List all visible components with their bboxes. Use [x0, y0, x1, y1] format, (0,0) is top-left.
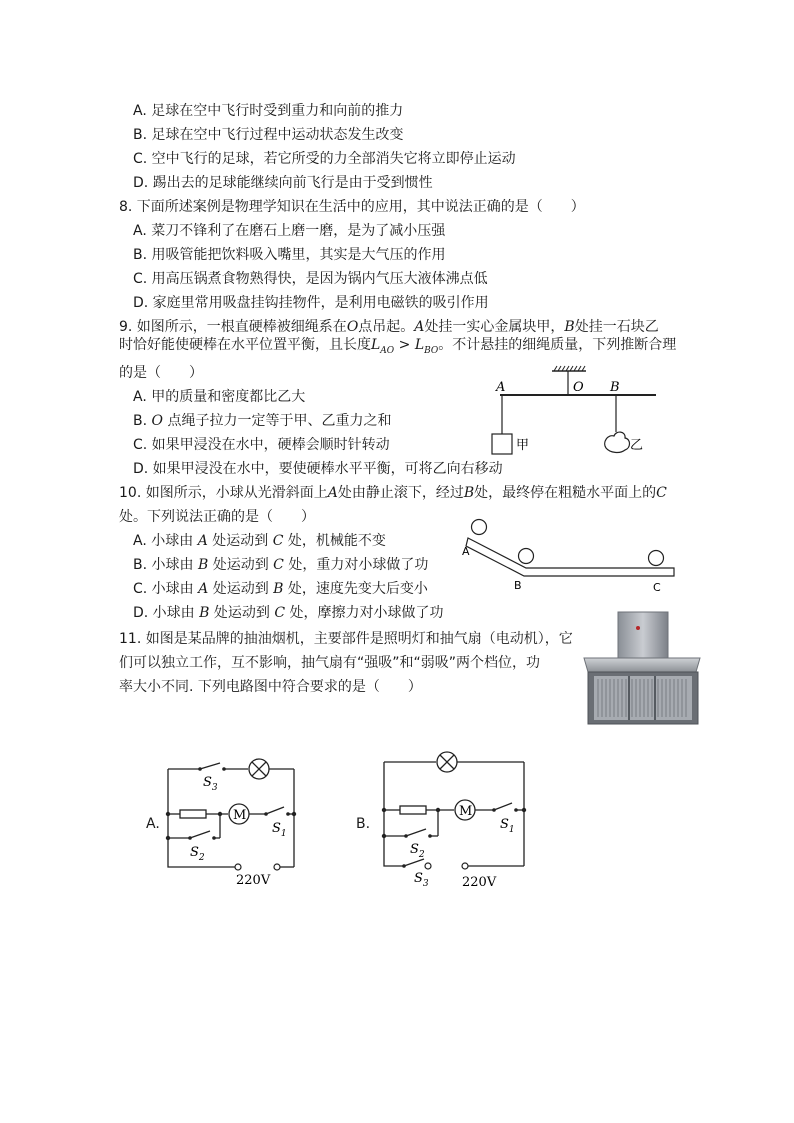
circuit-a-label: A. — [146, 816, 160, 832]
q8-option-b: B. 用吸管能把饮料吸入嘴里，其实是大气压的作用 — [133, 247, 446, 263]
chimney — [618, 612, 668, 658]
q9-stem-line3: 的是（ ） — [119, 365, 203, 381]
resistor — [180, 810, 206, 818]
q9-stem-line1: 9. 如图所示，一根直硬棒被细绳系在O点吊起。A处挂一实心金属块甲，B处挂一石块乙 — [119, 319, 659, 335]
q7-option-b: B. 足球在空中飞行过程中运动状态发生改变 — [133, 127, 404, 143]
label-B: B — [514, 579, 522, 592]
q9-option-a: A. 甲的质量和密度都比乙大 — [133, 389, 306, 405]
q10-stem-line2: 处。下列说法正确的是（ ） — [119, 509, 315, 525]
q8-option-d: D. 家庭里常用吸盘挂钩挂物件，是利用电磁铁的吸引作用 — [133, 295, 489, 311]
s1-label: $S_1$ — [272, 821, 287, 839]
s1-label: $S_1$ — [500, 817, 515, 835]
q7-option-c: C. 空中飞行的足球，若它所受的力全部消失它将立即停止运动 — [133, 151, 516, 167]
q10-option-b: B. 小球由 B 处运动到 C 处，重力对小球做了功 — [133, 557, 429, 573]
filter-panel — [594, 676, 692, 720]
switch-s2-blade — [190, 831, 210, 838]
q9-option-b: B. O 点绳子拉力一定等于甲、乙重力之和 — [133, 413, 392, 429]
label-yi: 乙 — [630, 438, 644, 453]
voltage-label: 220V — [236, 873, 271, 888]
label-A: A — [462, 545, 470, 558]
s3-label: $S_3$ — [414, 871, 429, 889]
track — [466, 538, 674, 576]
s2-label: $S_2$ — [410, 842, 425, 860]
voltage-label: 220V — [462, 875, 497, 890]
stone-yi — [605, 432, 630, 452]
switch-s2-blade — [406, 829, 426, 836]
q11-stem-line2: 们可以独立工作，互不影响，抽气扇有“强吸”和“弱吸”两个档位，功 — [119, 655, 541, 671]
q9-option-c: C. 如果甲浸没在水中，硬棒会顺时针转动 — [133, 437, 390, 453]
q9-stem-line2: 时恰好能使硬棒在水平位置平衡，且长度$L_{AO} > L_{BO}$。不计悬挂的细绳质量，下列推断合理 — [119, 337, 677, 356]
q7-option-a: A. 足球在空中飞行时受到重力和向前的推力 — [133, 103, 404, 119]
indicator-light — [636, 626, 640, 630]
s2-label: $S_2$ — [190, 845, 205, 863]
label-jia: 甲 — [516, 438, 530, 453]
hood-top — [584, 658, 700, 672]
q8-option-a: A. 菜刀不锋利了在磨石上磨一磨，是为了减小压强 — [133, 223, 446, 239]
q10-option-d: D. 小球由 B 处运动到 C 处，摩擦力对小球做了功 — [133, 605, 444, 621]
q10-option-c: C. 小球由 A 处运动到 B 处，速度先变大后变小 — [133, 581, 428, 597]
label-C: C — [653, 581, 661, 594]
circuit-b-label: B. — [356, 816, 371, 832]
ball-at-B — [519, 549, 534, 564]
q11-stem-line1: 11. 如图是某品牌的抽油烟机，主要部件是照明灯和抽气扇（电动机），它 — [119, 631, 573, 647]
ball-at-C — [649, 551, 664, 566]
label-A: A — [496, 380, 506, 395]
q10-option-a: A. 小球由 A 处运动到 C 处，机械能不变 — [133, 533, 386, 549]
q8-stem: 8. 下面所述案例是物理学知识在生活中的应用，其中说法正确的是（ ） — [119, 199, 585, 215]
s3-label: $S_3$ — [203, 775, 218, 793]
circuit-b — [376, 746, 532, 890]
q10-slope-figure — [458, 512, 678, 598]
q10-stem-line1: 10. 如图所示，小球从光滑斜面上A处由静止滚下，经过B处，最终停在粗糙水平面上的C — [119, 485, 667, 501]
ball-at-A — [472, 520, 487, 535]
resistor — [400, 806, 426, 814]
switch-s1-blade — [494, 803, 512, 810]
metal-block-jia — [492, 434, 512, 454]
motor-label: M — [459, 804, 473, 819]
circuit-a — [160, 752, 306, 888]
range-hood-image — [578, 610, 703, 728]
q8-option-c: C. 用高压锅煮食物熟得快，是因为锅内气压大液体沸点低 — [133, 271, 488, 287]
label-O: O — [573, 380, 584, 395]
switch-s3-blade — [200, 763, 220, 769]
q11-stem-line3: 率大小不同. 下列电路图中符合要求的是（ ） — [119, 679, 422, 695]
q7-option-d: D. 踢出去的足球能继续向前飞行是由于受到惯性 — [133, 175, 433, 191]
motor-label: M — [233, 808, 247, 823]
label-B: B — [610, 380, 620, 395]
q9-lever-figure — [488, 364, 663, 464]
q9-option-d: D. 如果甲浸没在水中，要使硬棒水平平衡，可将乙向右移动 — [133, 461, 503, 477]
switch-s3-blade — [404, 859, 424, 866]
switch-s1-blade — [266, 807, 284, 814]
